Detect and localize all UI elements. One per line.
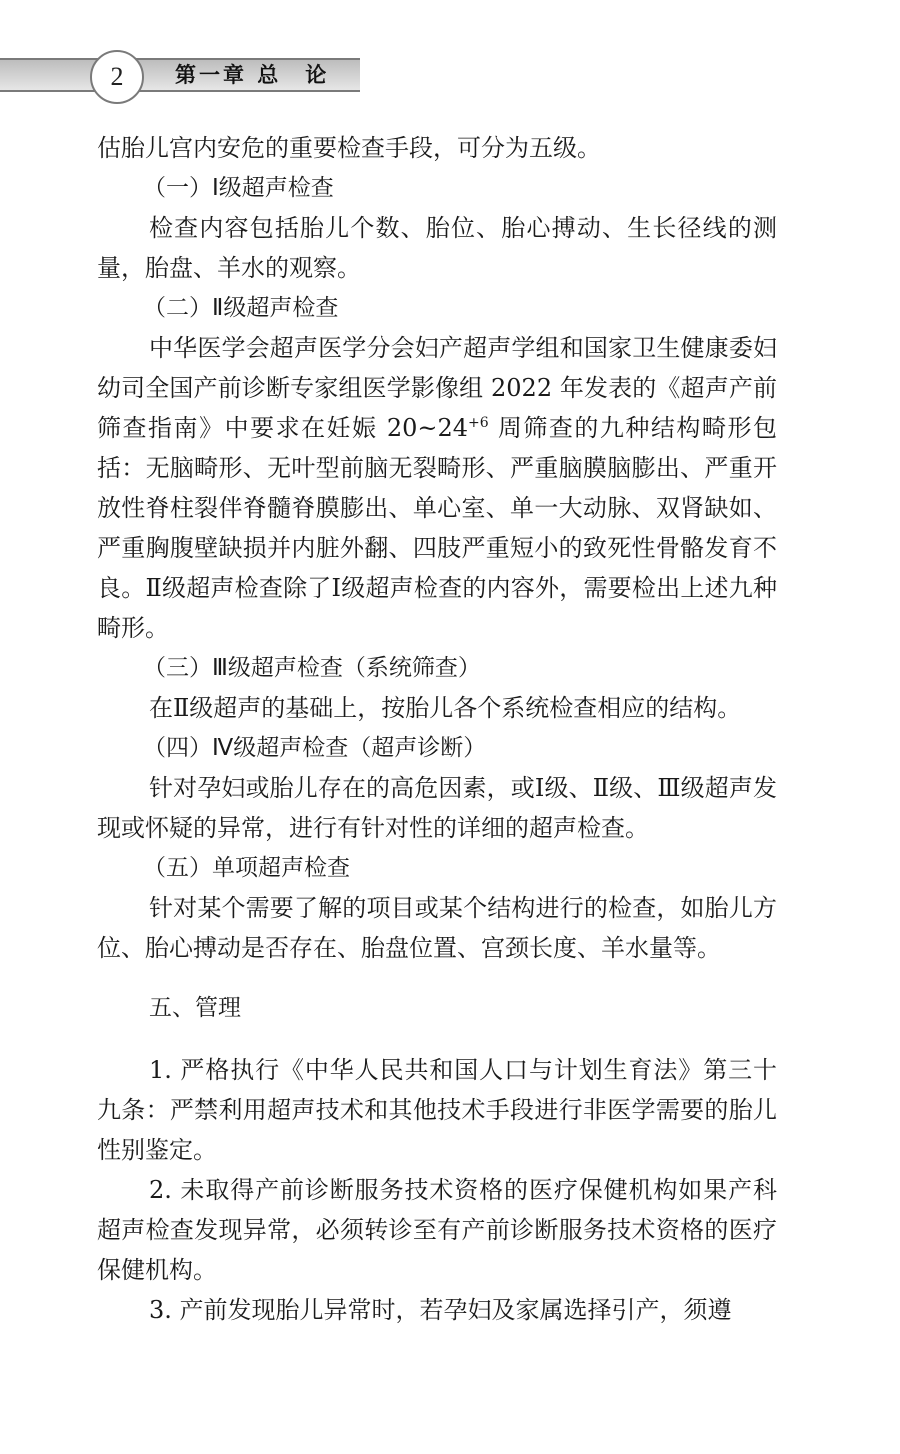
paragraph-level-2 [97,328,777,648]
heading-level-1: （一）Ⅰ级超声检查 [143,175,334,201]
paragraph-level-4: 针对孕妇或胎儿存在的高危因素，或Ⅰ级、Ⅱ级、Ⅲ级超声发现或怀疑的异常，进行有针对性的详细的超声检查。 [97,774,777,842]
section-heading-management: 五、管理 [149,995,241,1021]
heading-level-4: （四）Ⅳ级超声检查（超声诊断） [143,735,487,761]
paragraph-intro: 估胎儿宫内安危的重要检查手段，可分为五级。 [97,134,601,162]
paragraph-level-1: 检查内容包括胎儿个数、胎位、胎心搏动、生长径线的测量，胎盘、羊水的观察。 [97,214,777,282]
paragraph-level-3: 在Ⅱ级超声的基础上，按胎儿各个系统检查相应的结构。 [149,694,742,722]
paragraph-level-2-part-b: 周筛查的九种结构畸形包括：无脑畸形、无叶型前脑无裂畸形、严重脑膜脑膨出、严重开放性脊柱裂伴脊髓脊膜膨出、单心室、单一大动脉、双肾缺如、严重胸腹壁缺损并内脏外翻、四肢严重短小的致死性骨骼发育不良。Ⅱ级超声检查除了Ⅰ级超声检查的内容外，需要检出上述九种畸形。 [97,414,777,642]
paragraph-single-item: 针对某个需要了解的项目或某个结构进行的检查，如胎儿方位、胎心搏动是否存在、胎盘位置、宫颈长度、羊水量等。 [97,894,777,962]
management-item-1: 1. 严格执行《中华人民共和国人口与计划生育法》第三十九条：严禁利用超声技术和其他技术手段进行非医学需要的胎儿性别鉴定。 [97,1056,777,1164]
management-item-3: 3. 产前发现胎儿异常时，若孕妇及家属选择引产，须遵 [149,1296,732,1324]
heading-single-item: （五）单项超声检查 [143,855,350,881]
page-body [97,128,777,1330]
management-item-2: 2. 未取得产前诊断服务技术资格的医疗保健机构如果产科超声检查发现异常，必须转诊至有产前诊断服务技术资格的医疗保健机构。 [97,1176,777,1284]
superscript-weeks: +6 [468,415,489,431]
heading-level-2: （二）Ⅱ级超声检查 [143,295,339,321]
heading-level-3: （三）Ⅲ级超声检查（系统筛查） [143,655,481,681]
page-number: 2 [90,50,144,104]
paragraph-level-2-part-a: 中华医学会超声医学分会妇产超声学组和国家卫生健康委妇幼司全国产前诊断专家组医学影像组 2022 年发表的《超声产前筛查指南》中要求在妊娠 20~24 [97,334,777,442]
chapter-title: 第一章 总 论 [175,62,330,87]
